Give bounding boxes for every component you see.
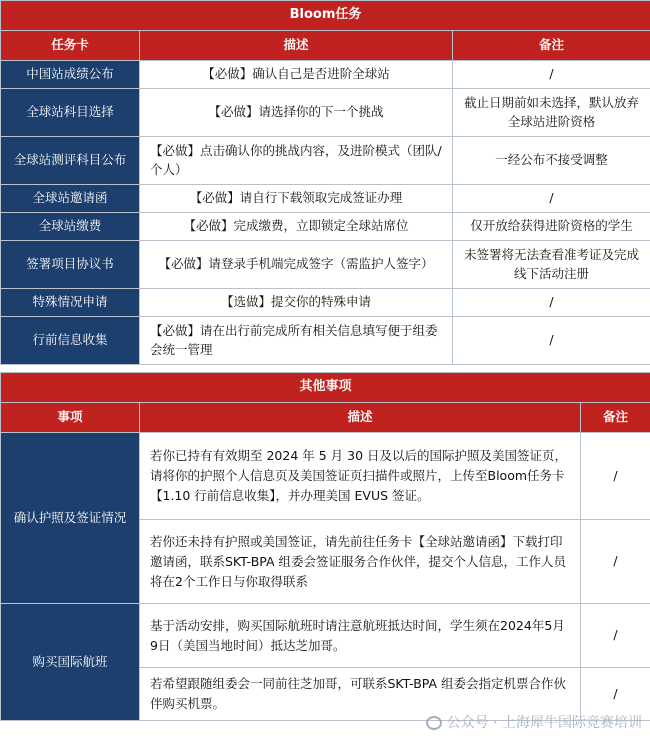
table-row — [1, 61, 650, 89]
watermark — [426, 712, 642, 732]
note-cell: 一经公布不接受调整 — [453, 137, 650, 185]
description-cell: 【必做】确认自己是否进阶全球站 — [140, 61, 453, 89]
note-cell: / — [453, 317, 650, 365]
note-cell: / — [453, 61, 650, 89]
description-cell: 【必做】点击确认你的挑战内容，及进阶模式（团队/个人） — [140, 137, 453, 185]
note-cell: / — [453, 289, 650, 317]
bloom-task-table — [0, 0, 650, 365]
header-description: 描述 — [140, 31, 453, 61]
table-gap — [0, 365, 650, 372]
table-row — [1, 317, 650, 365]
task-card-cell: 中国站成绩公布 — [1, 61, 140, 89]
watermark-text: 公众号 · 上海犀牛国际竞赛培训 — [446, 715, 642, 731]
header-item: 事项 — [1, 403, 140, 433]
header-task-card: 任务卡 — [1, 31, 140, 61]
note-cell: / — [453, 185, 650, 213]
other-matters-title: 其他事项 — [1, 373, 650, 403]
description-cell: 【必做】请登录手机端完成签字（需监护人签字） — [140, 241, 453, 289]
task-card-cell: 全球站缴费 — [1, 213, 140, 241]
task-card-cell: 全球站测评科目公布 — [1, 137, 140, 185]
note-cell: / — [581, 433, 650, 520]
note-cell: / — [581, 604, 650, 668]
table-row — [1, 289, 650, 317]
item-cell-passport-visa: 确认护照及签证情况 — [1, 433, 140, 604]
header-note: 备注 — [581, 403, 650, 433]
item-cell-flights: 购买国际航班 — [1, 604, 140, 721]
table-row — [1, 241, 650, 289]
description-cell: 【必做】完成缴费，立即锁定全球站席位 — [140, 213, 453, 241]
table-row — [1, 185, 650, 213]
description-cell: 若你已持有有效期至 2024 年 5 月 30 日及以后的国际护照及美国签证页，请将你的护照个人信息页及美国签证页扫描件或照片，上传至Bloom任务卡【1.10 行前信息收集】，并办理美国 EVUS 签证。 — [140, 433, 581, 520]
header-note: 备注 — [453, 31, 650, 61]
table-row — [1, 433, 650, 520]
task-card-cell: 行前信息收集 — [1, 317, 140, 365]
note-cell: 仅开放给获得进阶资格的学生 — [453, 213, 650, 241]
description-cell: 【必做】请选择你的下一个挑战 — [140, 89, 453, 137]
other-matters-table — [0, 372, 650, 721]
wechat-icon — [426, 716, 442, 730]
task-card-cell: 全球站科目选择 — [1, 89, 140, 137]
description-cell: 【必做】请自行下载领取完成签证办理 — [140, 185, 453, 213]
note-cell: / — [581, 520, 650, 604]
description-cell: 若希望跟随组委会一同前往芝加哥，可联系SKT-BPA 组委会指定机票合作伙伴购买机票。 — [140, 668, 581, 721]
table-row — [1, 604, 650, 668]
description-cell: 【选做】提交你的特殊申请 — [140, 289, 453, 317]
task-card-cell: 签署项目协议书 — [1, 241, 140, 289]
task-card-cell: 全球站邀请函 — [1, 185, 140, 213]
header-description: 描述 — [140, 403, 581, 433]
description-cell: 基于活动安排，购买国际航班时请注意航班抵达时间，学生须在2024年5月9日（美国当地时间）抵达芝加哥。 — [140, 604, 581, 668]
table-row — [1, 213, 650, 241]
bloom-task-title: Bloom任务 — [1, 1, 650, 31]
table-row — [1, 137, 650, 185]
task-card-cell: 特殊情况申请 — [1, 289, 140, 317]
description-cell: 【必做】请在出行前完成所有相关信息填写便于组委会统一管理 — [140, 317, 453, 365]
table-row — [1, 89, 650, 137]
note-cell: 未签署将无法查看准考证及完成线下活动注册 — [453, 241, 650, 289]
note-cell: 截止日期前如未选择，默认放弃全球站进阶资格 — [453, 89, 650, 137]
description-cell: 若你还未持有护照或美国签证，请先前往任务卡【全球站邀请函】下载打印邀请函，联系SKT-BPA 组委会签证服务合作伙伴，提交个人信息，工作人员将在2个工作日与你取得联系 — [140, 520, 581, 604]
note-cell: / — [581, 668, 650, 721]
